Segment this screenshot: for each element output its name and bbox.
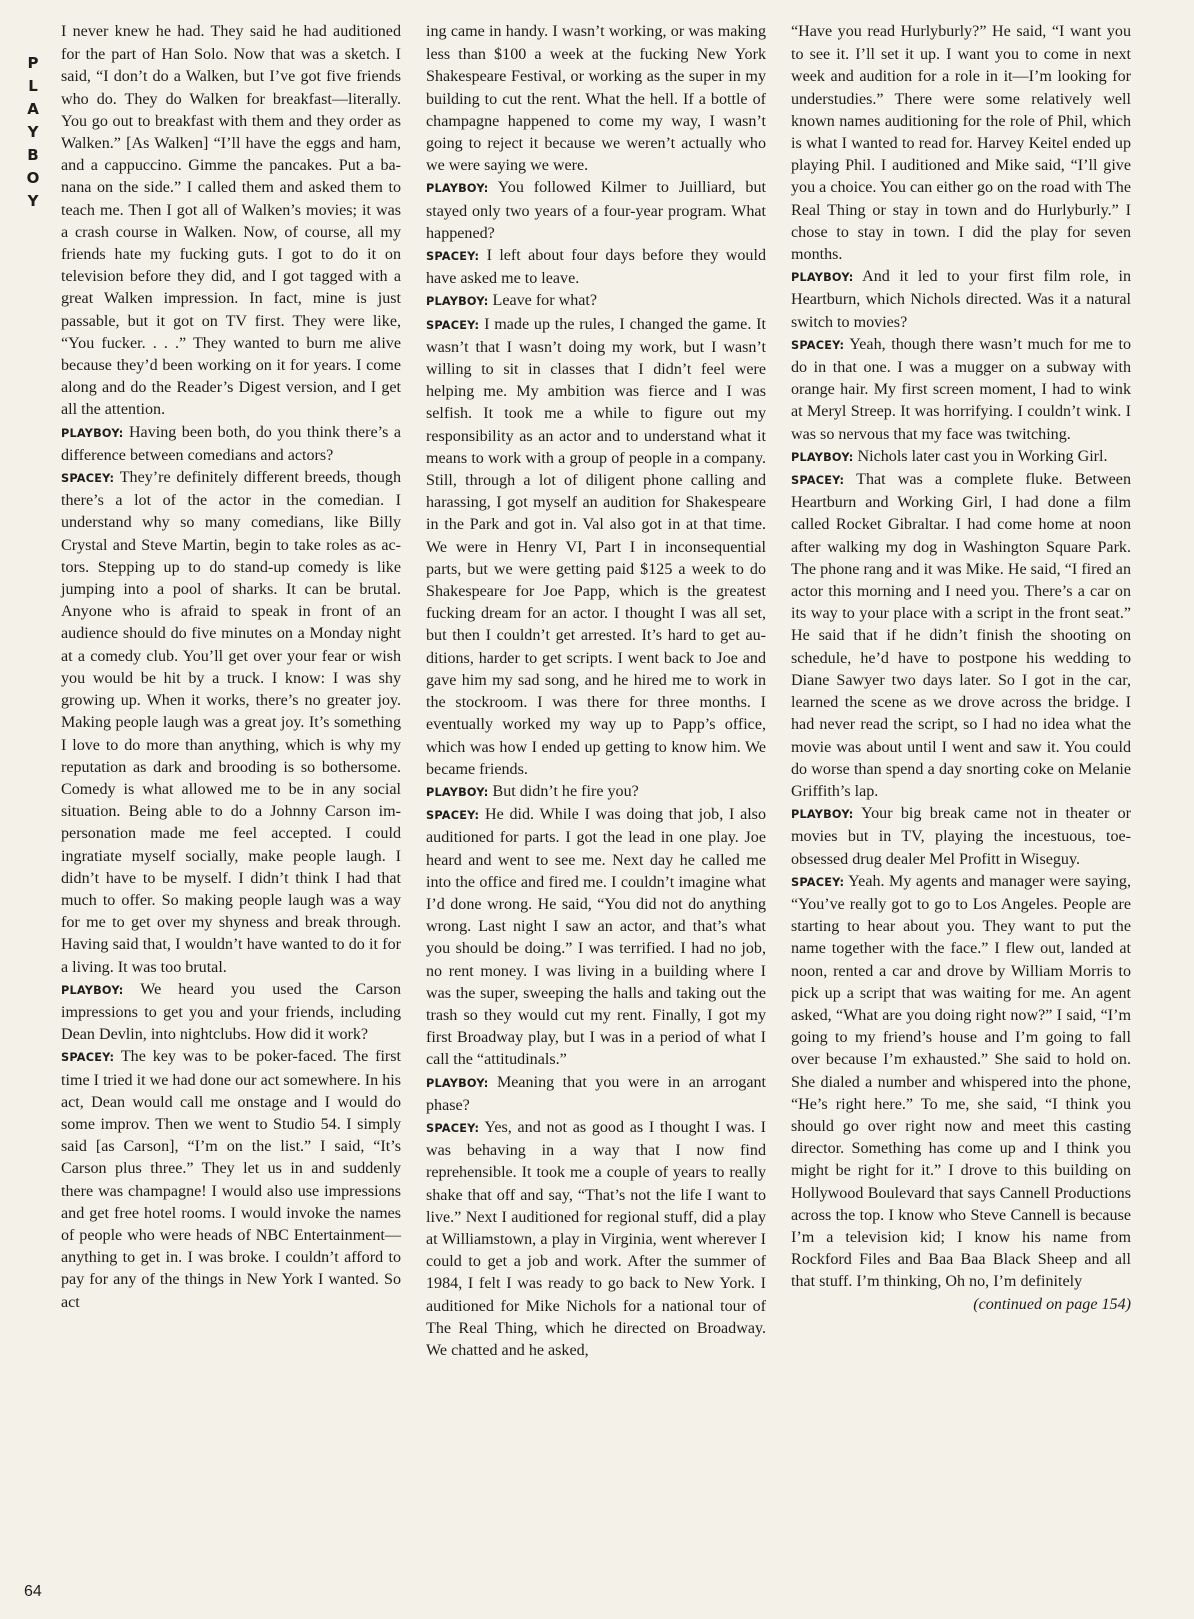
text-column-2 (426, 21, 766, 1362)
sidebar-letter: Y (27, 123, 39, 141)
speaker-label: SPACEY: (791, 338, 845, 352)
speaker-label: SPACEY: (791, 875, 845, 889)
speaker-label: SPACEY: (426, 250, 480, 264)
paragraph (791, 446, 1131, 469)
speaker-label: SPACEY: (61, 472, 115, 486)
paragraph-text: Yeah, though there wasn’t much for me to do in that one. I was a mugger on a subway with orange hair. My first screen moment, I had to wink at Meryl Streep. It was horrifying. I couldn’t wink. I was so nervous that my face was twitching. (791, 335, 1132, 443)
speaker-label: SPACEY: (791, 474, 845, 488)
paragraph-text: Your big break came not in theater or movies but in TV, playing the incestuous, toe-obsessed drug dealer Mel Profitt in Wiseguy. (791, 805, 1131, 868)
paragraph (61, 467, 401, 979)
paragraph-text: You followed Kilmer to Juilliard, but stayed only two years of a four-year program. What happened? (426, 179, 766, 242)
sidebar-letter: Y (27, 192, 39, 210)
sidebar-letter: O (26, 169, 40, 187)
paragraph (426, 177, 766, 245)
speaker-label: SPACEY: (426, 318, 480, 332)
paragraph-text: I never knew he had. They said he had auditioned for the part of Han Solo. Now that was a sketch. I said, “I don’t do a Walken, but I’ve got five friends who do. They do Walken for breakfast—literally. You go out to breakfast with them and they order as Walken.” [As Walken] “I’ll have the eggs and ham, and a cappuccino. Gimme the pancakes. Put a banana on the side.” I called them and asked them to teach me. Then I got all of Walken’s movies; it was a crash course in Walken. Now, of course, all my friends hate my fucking guts. I got to do it on television before they did, and I got tagged with a great Walken impression. In fact, mine is just passable, but it got on TV first. They were like, “You fucker. . . .” They wanted to burn me alive because they’d been working on it for years. I come along and do the Reader’s Digest version, and I get all the attention. (61, 23, 401, 419)
speaker-label: SPACEY: (426, 809, 480, 823)
paragraph (426, 1072, 766, 1117)
text-column-3 (791, 21, 1131, 1316)
paragraph (791, 469, 1131, 803)
speaker-label: PLAYBOY: (791, 450, 854, 464)
speaker-label: SPACEY: (61, 1051, 115, 1065)
paragraph-text: Meaning that you were in an arrogant phase? (426, 1073, 766, 1114)
paragraph (426, 21, 766, 177)
paragraph (426, 781, 766, 804)
paragraph (61, 1046, 401, 1313)
continuation-note: (continued on page 154) (973, 1295, 1131, 1313)
page-number: 64 (24, 1583, 42, 1600)
paragraph (426, 245, 766, 290)
sidebar-letter: A (27, 100, 39, 118)
speaker-label: PLAYBOY: (426, 785, 489, 799)
paragraph-text: “Have you read Hurlyburly?” He said, “I want you to see it. I’ll set it up. I want you to come in next week and audition for a role in it—I’m looking for understudies.” There were some relatively well known names auditioning for the role of Phil, which is what I wanted to read for. Harvey Keitel ended up playing Phil. I auditioned and Mike said, “I’ll give you a choice. You can either go on the road with The Real Thing or stay in town and do Hurlyburly.” I chose to stay in town. I did the play for seven months. (791, 23, 1131, 264)
paragraph-text: Yeah. My agents and manager were saying, “You’ve really got to go to Los Angeles. People are starting to hear about you. They want to put the name together with the face.” I flew out, landed at noon, rented a car and drove by William Morris to pick up a script that was waiting for me. An agent asked, “What are you doing right now?” I said, “I’m going to my friend’s house and I’m going to fall over because I’m exhausted.” She said to hold on. She dialed a number and whispered into the phone, “He’s right here.” To me, she said, “I think you should go over right now and meet this casting director. Something has come up and I think you might be right for it.” I drove to this building on Hollywood Boulevard that says Cannell Productions across the top. I know who Steve Cannell is because I’m a television kid; I know his name from Rockford Files and Baa Baa Black Sheep and all that stuff. I’m thinking, Oh no, I’m definitely (791, 872, 1131, 1291)
speaker-label: PLAYBOY: (61, 983, 124, 997)
speaker-label: PLAYBOY: (61, 426, 124, 440)
paragraph (426, 1117, 766, 1362)
paragraph-text: They’re definitely different breeds, though there’s a lot of the actor in the comedian. I understand why so many comedians, like Billy Crystal and Steve Martin, begin to take roles as actors. Stepping up to do stand-up comedy is like jumping into a pool of sharks. It can be brutal. Anyone who is afraid to speak in front of an audience should do five minutes on a Monday night at a comedy club. You’ll get over your fear or wish you would be hit by a truck. I know: I was shy growing up. When it works, there’s no greater joy. Making people laugh was a great joy. It’s something I love to do more than anything, which is why my reputation as dark and brooding is so bothersome. Comedy is what allowed me to be in any social situation. Being able to do a Johnny Carson impersonation made me feel accepted. I could ingratiate myself socially, make people laugh. I didn’t have to be myself. I didn’t think I had that much to offer. So making people laugh was a way for me to get over my shyness and break through. Having said that, I wouldn’t have wanted to do it for a living. It was too brutal. (61, 469, 401, 976)
paragraph-text: And it led to your first film role, in Heartburn, which Nichols directed. Was it a natural switch to movies? (791, 268, 1131, 331)
speaker-label: PLAYBOY: (426, 1076, 489, 1090)
speaker-label: PLAYBOY: (791, 271, 854, 285)
sidebar-letter: P (27, 54, 39, 72)
paragraph (61, 21, 401, 422)
paragraph-text: I left about four days before they would have asked me to leave. (426, 247, 766, 288)
paragraph (791, 871, 1131, 1294)
paragraph (426, 314, 766, 781)
sidebar-letter: L (28, 77, 38, 95)
paragraph-text: We heard you used the Carson impressions to get you and your friends, including Dean Devlin, into nightclubs. How did it work? (61, 980, 402, 1044)
paragraph (61, 979, 401, 1047)
paragraph-text: He did. While I was doing that job, I also auditioned for parts. I got the lead in one play. Joe heard and went to see me. Next day he called me into the office and fired me. I couldn’t imagine what I’d done wrong. He said, “You did not do anything wrong. Last night I saw an actor, and that’s what you should be doing.” I was terrified. I had no job, no rent money. I was living in a building where I was the super, sweeping the halls and taking out the trash so they would cut my rent. Finally, I got my first Broadway play, but I was in a period of what I call the “attitudinals.” (426, 806, 766, 1069)
paragraph-text: Leave for what? (492, 292, 598, 310)
paragraph-text: The key was to be poker-faced. The first time I tried it we had done our act somewhere. In his act, Dean would call me onstage and I would do some improv. Then we went to Studio 54. I simply said [as Carson], “I’m on the list.” I said, “It’s Carson plus three.” They let us in and suddenly there was champagne! I would also use impressions and get free hotel rooms. I would invoke the names of people who were heads of NBC Entertainment—anything to get in. I was broke. I couldn’t afford to pay for any of the things in New York I wanted. So act (61, 1048, 402, 1311)
speaker-label: PLAYBOY: (426, 182, 489, 196)
paragraph-text: I made up the rules, I changed the game. It wasn’t that I wasn’t doing my work, but I wasn’t willing to sit in classes that I didn’t feel were helping me. My ambition was fierce and I was selfish. It took me a while to figure out my responsibility as an actor and to understand what it means to work with a group of people in a company. Still, through a lot of diligent phone calling and harassing, I got myself an audition for Shakespeare in the Park and got in. Val also got in at that time. We were in Henry VI, Part I in inconsequential parts, but we were getting paid $125 a week to do Shakespeare for Joe Papp, which is the greatest fucking dream for an actor. I thought I was all set, but then I couldn’t get arrested. It’s hard to get auditions, harder to get scripts. I went back to Joe and gave him my sad song, and he hired me to work in the stockroom. I was there for three months. I eventually worked my way up to Papp’s office, which was how I ended up getting to know him. We became friends. (426, 315, 766, 778)
magazine-sidebar-logo (26, 52, 40, 213)
sidebar-letter: B (27, 146, 39, 164)
speaker-label: SPACEY: (426, 1121, 480, 1135)
text-column-1 (61, 21, 401, 1314)
paragraph-text: ing came in handy. I wasn’t working, or was making less than $100 a week at the fucking New York Shakespeare Festival, or working as the super in my building to cut the rent. What the hell. If a bottle of champagne happened to come my way, I wasn’t going to reject it because we weren’t actually who we were saying we were. (426, 23, 766, 175)
paragraph (426, 290, 766, 313)
paragraph (61, 422, 401, 467)
paragraph-text: Yes, and not as good as I thought I was. I was behaving in a way that I now find reprehensible. It took me a couple of years to really shake that off and say, “That’s not the life I want to live.” Next I auditioned for regional stuff, did a play at Williamstown, a play in Virginia, went wherever I could to get a job and work. After the summer of 1984, I felt I was ready to go back to New York. I auditioned for Mike Nichols for a national tour of The Real Thing, which he directed on Broadway. We chatted and he asked, (426, 1118, 766, 1359)
paragraph (791, 803, 1131, 871)
paragraph-text: But didn’t he fire you? (492, 782, 639, 800)
paragraph (791, 334, 1131, 446)
paragraph-text: Nichols later cast you in Working Girl. (857, 447, 1108, 465)
speaker-label: PLAYBOY: (791, 808, 854, 822)
paragraph-text: That was a complete fluke. Between Heartburn and Working Girl, I had done a film called Rocket Gibraltar. I had come home at noon after walking my dog in Washington Square Park. The phone rang and it was Mike. He said, “I fired an actor this morning and I need you. There’s a car on its way to your place with a script in the front seat.” He said that if he didn’t finish the shooting on schedule, he’d have to postpone his wedding to Diane Sawyer two days later. So I got in the car, learned the scene as we drove across the bridge. I had never read the script, so I had no idea what the movie was about until I went and saw it. You could do worse than spend a day snorting coke on Melanie Griffith’s lap. (791, 471, 1131, 800)
speaker-label: PLAYBOY: (426, 295, 489, 309)
paragraph (791, 266, 1131, 334)
paragraph (791, 21, 1131, 266)
paragraph (426, 804, 766, 1071)
paragraph-text: Having been both, do you think there’s a difference between comedians and actors? (61, 423, 401, 464)
